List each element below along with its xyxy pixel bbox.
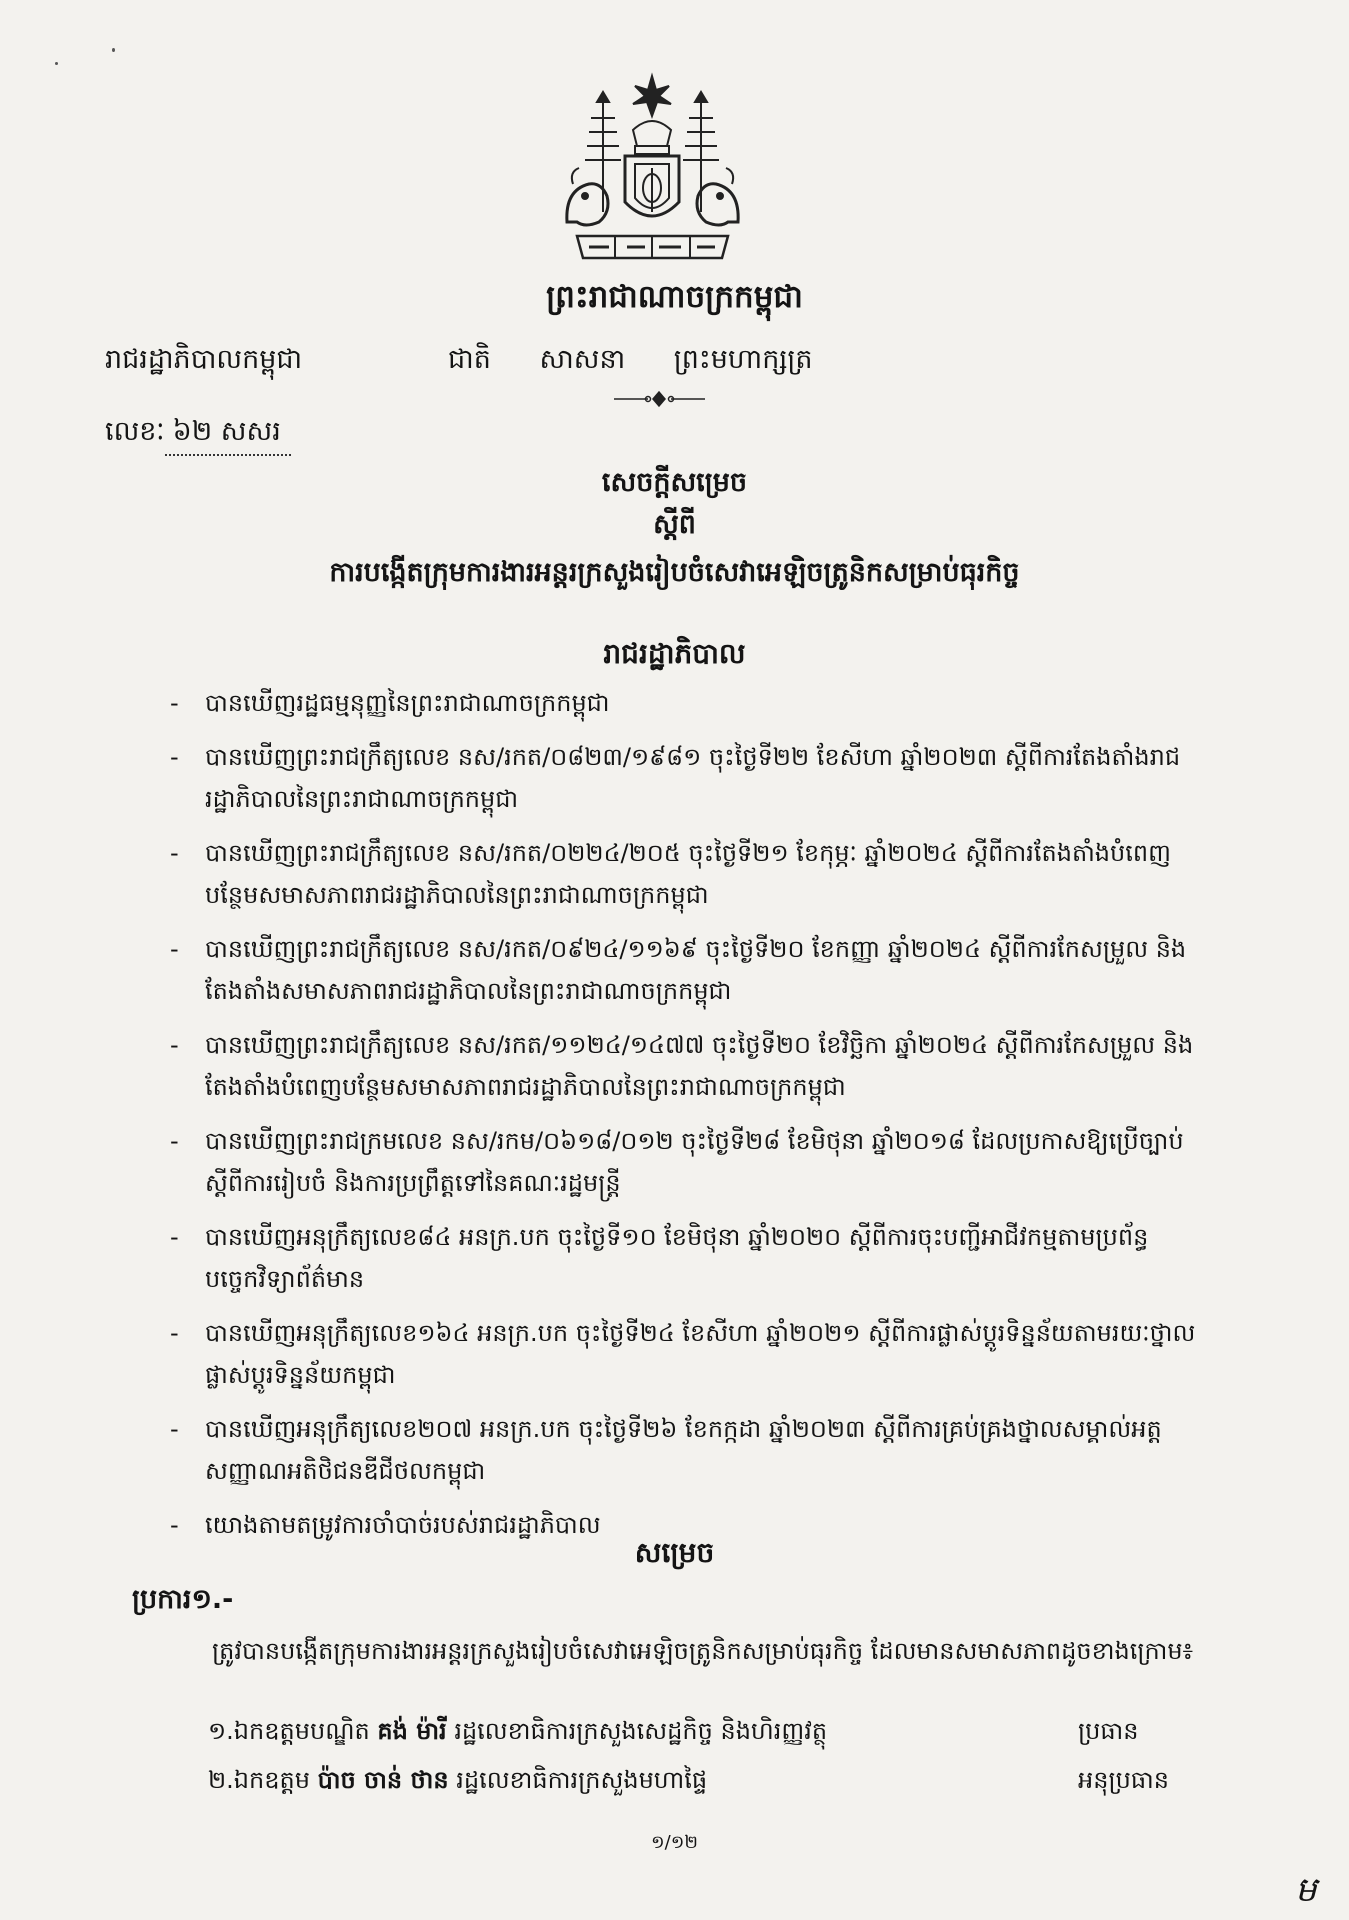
motto-religion: សាសនា	[539, 344, 626, 375]
number-label: លេខៈ	[105, 416, 165, 447]
visa-item: - បានឃើញព្រះរាជក្រឹត្យលេខ នស/រកត/១១២៤/១៤៧៧ ចុះថ្ងៃទី២០ ខែវិច្ឆិកា ឆ្នាំ២០២៤ ស្តីពីការកែសម្រួល និងតែងតាំងបំពេញបន្ថែមសមាសភាពរាជរដ្ឋាភិបាលនៃព្រះរាជាណាចក្រកម្ពុជា	[170, 1031, 1194, 1101]
document-subject: ការបង្កើតក្រុមការងារអន្តរក្រសួងរៀបចំសេវាអេឡិចត្រូនិកសម្រាប់ធុរកិច្ច	[329, 557, 1020, 588]
about-label: ស្តីពី	[653, 509, 696, 540]
government-name: រាជរដ្ឋាភិបាលកម្ពុជា	[105, 344, 303, 375]
article-body: ត្រូវបានបង្កើតក្រុមការងារអន្តរក្រសួងរៀបចំសេវាអេឡិចត្រូនិកសម្រាប់ធុរកិច្ច ដែលមានសមាសភាពដូចខាងក្រោម៖	[212, 1637, 1194, 1665]
visa-item: - បានឃើញព្រះរាជក្រមលេខ នស/រកម/០៦១៨/០១២ ចុះថ្ងៃទី២៨ ខែមិថុនា ឆ្នាំ២០១៨ ដែលប្រកាសឱ្យប្រើច្បាប់ស្តីពីការរៀបចំ និងការប្រព្រឹត្តទៅនៃគណៈរដ្ឋមន្ត្រី	[170, 1127, 1184, 1197]
visa-item: - បានឃើញព្រះរាជក្រឹត្យលេខ នស/រកត/០៩២៤/១១៦៩ ចុះថ្ងៃទី២០ ខែកញ្ញា ឆ្នាំ២០២៤ ស្តីពីការកែសម្រួល និងតែងតាំងសមាសភាពរាជរដ្ឋាភិបាលនៃព្រះរាជាណាចក្រកម្ពុជា	[170, 935, 1187, 1005]
member-name: ប៉ាច ចាន់ ថាន	[317, 1766, 449, 1794]
visa-item: - យោងតាមតម្រូវការចាំបាច់របស់រាជរដ្ឋាភិបាល	[170, 1511, 601, 1539]
visa-item: - បានឃើញអនុក្រឹត្យលេខ១៦៤ អនក្រ.បក ចុះថ្ងៃទី២៤ ខែសីហា ឆ្នាំ២០២១ ស្តីពីការផ្លាស់ប្តូរទិន្នន័យតាមរយៈថ្នាលផ្លាស់ប្តូរទិន្នន័យកម្ពុជា	[170, 1319, 1196, 1389]
motto-king: ព្រះមហាក្សត្រ	[673, 344, 813, 375]
kingdom-title: ព្រះរាជាណាចក្រកម្ពុជា	[546, 279, 803, 315]
visa-item: - បានឃើញរដ្ឋធម្មនុញ្ញនៃព្រះរាជាណាចក្រកម្ពុជា	[170, 689, 610, 717]
member-position: រដ្ឋលេខាធិការក្រសួងមហាផ្ទៃ	[456, 1766, 708, 1794]
national-motto	[448, 343, 853, 382]
document-type: សេចក្តីសម្រេច	[601, 467, 748, 498]
royal-emblem-icon	[555, 72, 750, 267]
member-role: ប្រធាន	[1078, 1717, 1139, 1745]
issuer-heading: រាជរដ្ឋាភិបាល	[603, 637, 746, 670]
member-role: អនុប្រធាន	[1078, 1766, 1169, 1794]
member-row: ២.ឯកឧត្តម ប៉ាច ចាន់ ថាន រដ្ឋលេខាធិការក្រសួងមហាផ្ទៃ អនុប្រធាន	[208, 1765, 1208, 1800]
visa-list	[170, 682, 1210, 1558]
member-row: ១.ឯកឧត្តមបណ្ឌិត គង់ ម៉ារី រដ្ឋលេខាធិការក្រសួងសេដ្ឋកិច្ច និងហិរញ្ញវត្ថុ ប្រធាន	[208, 1716, 1208, 1751]
motto-nation: ជាតិ	[448, 344, 491, 375]
visa-item: - បានឃើញអនុក្រឹត្យលេខ២០៧ អនក្រ.បក ចុះថ្ងៃទី២៦ ខែកក្កដា ឆ្នាំ២០២៣ ស្តីពីការគ្រប់គ្រងថ្នាលសម្គាល់អត្តសញ្ញាណអតិថិជនឌីជីថលកម្ពុជា	[170, 1415, 1162, 1485]
page-number: ១/១២	[651, 1832, 698, 1853]
ornament-divider-icon	[612, 390, 707, 408]
visa-item: - បានឃើញព្រះរាជក្រឹត្យលេខ នស/រកត/០២២៤/២០៥ ចុះថ្ងៃទី២១ ខែកុម្ភៈ ឆ្នាំ២០២៤ ស្តីពីការតែងតាំងបំពេញបន្ថែមសមាសភាពរាជរដ្ឋាភិបាលនៃព្រះរាជាណាចក្រកម្ពុជា	[170, 839, 1171, 909]
article-label: ប្រការ១.-	[132, 1584, 234, 1615]
document-number	[105, 415, 291, 456]
decision-heading: សម្រេច	[634, 1536, 715, 1569]
visa-item: - បានឃើញព្រះរាជក្រឹត្យលេខ នស/រកត/០៨២៣/១៩៨១ ចុះថ្ងៃទី២២ ខែសីហា ឆ្នាំ២០២៣ ស្តីពីការតែងតាំងរាជរដ្ឋាភិបាលនៃព្រះរាជាណាចក្រកម្ពុជា	[170, 743, 1181, 813]
member-name: គង់ ម៉ារី	[377, 1717, 447, 1745]
visa-item: - បានឃើញអនុក្រឹត្យលេខ៨៤ អនក្រ.បក ចុះថ្ងៃទី១០ ខែមិថុនា ឆ្នាំ២០២០ ស្តីពីការចុះបញ្ជីអាជីវកម្មតាមប្រព័ន្ធបច្ចេកវិទ្យាព័ត៌មាន	[170, 1223, 1149, 1293]
handwritten-mark: ម	[1295, 1870, 1317, 1910]
number-value: ៦២ សសរ	[165, 415, 291, 456]
member-position: រដ្ឋលេខាធិការក្រសួងសេដ្ឋកិច្ច និងហិរញ្ញវត្ថុ	[454, 1717, 828, 1745]
